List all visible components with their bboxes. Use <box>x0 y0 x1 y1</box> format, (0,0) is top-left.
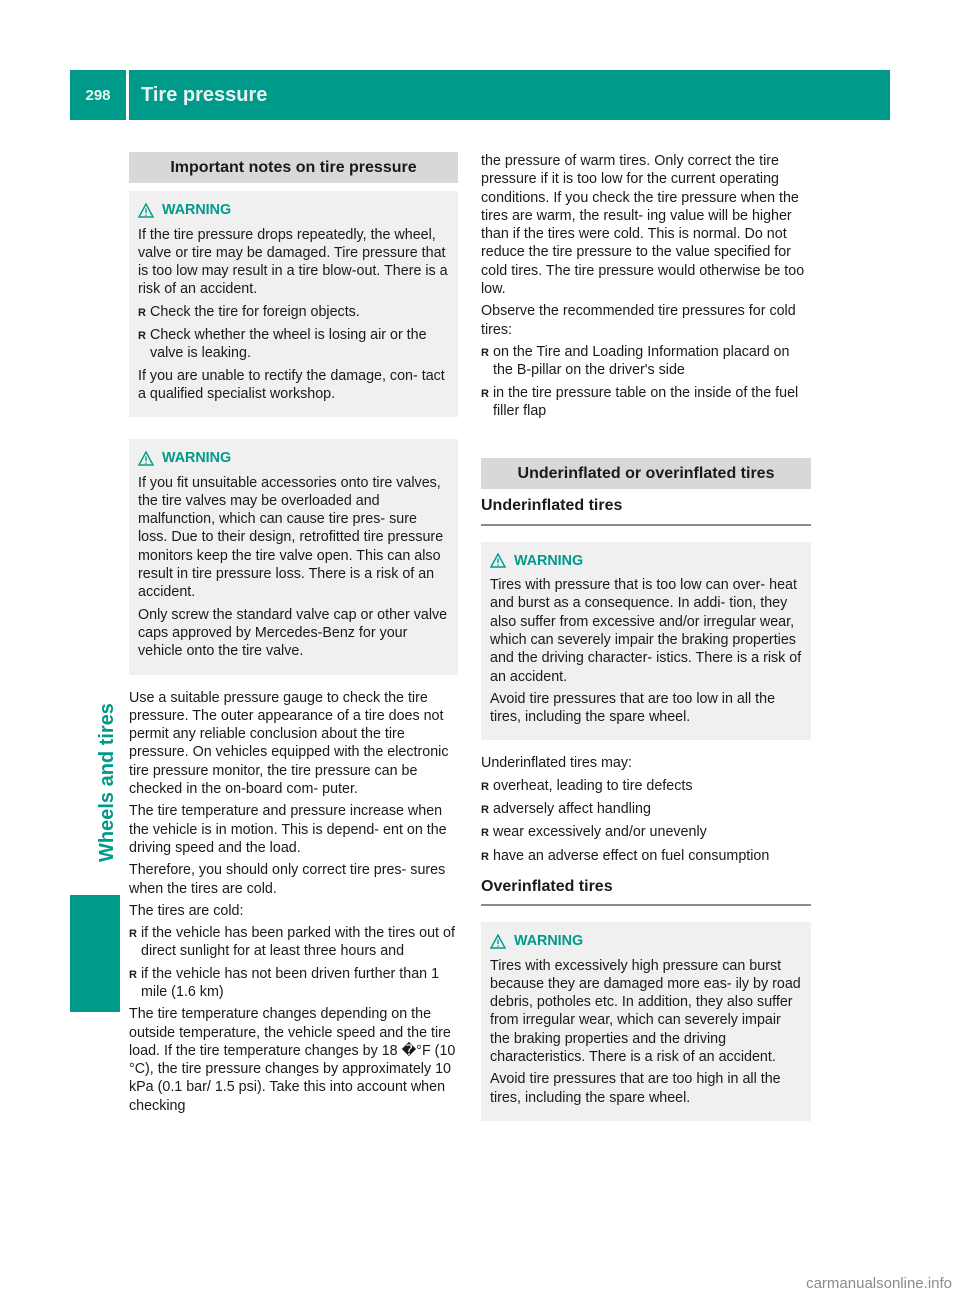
page-title: Tire pressure <box>141 83 268 106</box>
warning-triangle-icon <box>138 451 154 466</box>
warning-triangle-icon <box>490 553 506 568</box>
warning-label <box>138 201 450 219</box>
warning-text: Avoid tire pressures that are too low in all the tires, including the spare wheel. <box>490 690 776 726</box>
body-paragraph: Underinflated tires may: <box>481 755 632 772</box>
header-divider <box>126 70 129 120</box>
right-column <box>481 152 811 1135</box>
list-item: R adversely affect handling <box>481 800 811 819</box>
warning-box-accessories <box>129 439 458 674</box>
warning-text: Tires with excessively high pressure can burst because they are damaged more eas- ily by road debris, potholes etc. In addition, they also suffer from irregular wear, which can severely impair the braking properties and the driving characteristics. There is a risk of an accident. <box>490 957 801 1065</box>
warning-text: If you fit unsuitable accessories onto tire valves, the tire valves may be overloaded and malfunction, which can cause tire pres- sure loss. Due to their design, retrofitted tire pressure monitors keep the tire valve open. This can also result in tire pressure loss. There is a risk of an accident. <box>138 474 444 601</box>
warning-text: Tires with pressure that is too low can over- heat and burst as a consequence. In addi- tion, they also suffer from excessive and/or irregular wear, which can severely impair the braking properties and the driving character- istics. There is a risk of an accident. <box>490 577 802 685</box>
list-item: R if the vehicle has been parked with the tires out of direct sunlight for at least three hours and <box>129 925 455 960</box>
warning-label-text: WARNING <box>514 552 584 569</box>
bullet-icon: R <box>481 387 489 400</box>
body-paragraph: Use a suitable pressure gauge to check the tire pressure. The outer appearance of a tire does not permit any reliable conclusion about the tire pressure. On vehicles equipped with the electronic tire pressure monitor, the tire pressure can be checked in the on-board com- puter. <box>129 689 449 798</box>
bullet-icon: R <box>129 968 137 981</box>
body-paragraph: The tires are cold: <box>129 902 244 919</box>
warning-box-underinflated <box>481 542 811 741</box>
footer-watermark: carmanualsonline.info <box>806 1275 952 1292</box>
warning-text: Avoid tire pressures that are too high in all the tires, including the spare wheel. <box>490 1071 781 1106</box>
side-tab-block <box>70 895 120 1012</box>
warning-label-text: WARNING <box>162 202 232 219</box>
bullet-icon: R <box>481 850 489 863</box>
list-item: R Check the tire for foreign objects. <box>138 303 450 322</box>
page-number: 298 <box>85 86 111 104</box>
warning-text: If the tire pressure drops repeatedly, the wheel, valve or tire may be damaged. Tire pressure that is too low may result in a tire blow-out. There is a risk of an accident. <box>138 226 448 298</box>
warning-text: If you are unable to rectify the damage, con- tact a qualified specialist workshop. <box>138 367 445 402</box>
warning-label <box>490 552 803 570</box>
list-item: R in the tire pressure table on the inside of the fuel filler flap <box>481 384 799 419</box>
list-item: R if the vehicle has not been driven further than 1 mile (1.6 km) <box>129 965 440 1000</box>
bullet-icon: R <box>481 827 489 840</box>
section-heading-under-over: Underinflated or overinflated tires <box>481 458 811 489</box>
bullet-icon: R <box>138 330 146 343</box>
bullet-icon: R <box>481 346 489 359</box>
warning-box-repeated-drops <box>129 191 458 417</box>
left-column <box>129 152 458 1119</box>
list-item: R overheat, leading to tire defects <box>481 777 811 796</box>
bullet-icon: R <box>129 928 137 941</box>
bullet-icon: R <box>138 306 146 319</box>
body-paragraph: Observe the recommended tire pressures for cold tires: <box>481 303 796 338</box>
warning-label <box>490 932 803 950</box>
section-heading-important-notes: Important notes on tire pressure <box>129 152 458 183</box>
bullet-icon: R <box>481 804 489 817</box>
warning-label-text: WARNING <box>514 933 584 950</box>
warning-triangle-icon <box>490 934 506 949</box>
subheading-overinflated: Overinflated tires <box>481 878 811 906</box>
list-item: R have an adverse effect on fuel consumption <box>481 847 811 866</box>
body-paragraph: the pressure of warm tires. Only correct the tire pressure if it is too low for the current operating conditions. If you check the tire pressure when the tires are warm, the result- ing value will be higher than if the tires were cold. This is normal. Do not reduce the tire pressure to the value specified for cold tires. The tire pressure would otherwise be too low. <box>481 153 805 298</box>
warning-label-text: WARNING <box>162 450 232 467</box>
body-paragraph: Therefore, you should only correct tire pres- sures when the tires are cold. <box>129 862 446 897</box>
bullet-icon: R <box>481 780 489 793</box>
side-tab-label: Wheels and tires <box>96 703 118 862</box>
body-paragraph: The tire temperature and pressure increase when the vehicle is in motion. This is depend- ent on the driving speed and the load. <box>129 803 447 856</box>
body-paragraph: The tire temperature changes depending on the outside temperature, the vehicle speed and the tire load. If the tire temperature changes by 18 �°F (10 °C), the tire pressure changes by approximately 10 kPa (0.1 bar/ 1.5 psi). Take this into account when checking <box>129 1006 456 1114</box>
list-item: R wear excessively and/or unevenly <box>481 823 811 842</box>
warning-text: Only screw the standard valve cap or other valve caps approved by Mercedes-Benz for your vehicle onto the tire valve. <box>138 606 448 660</box>
warning-label <box>138 449 450 467</box>
warning-triangle-icon <box>138 203 154 218</box>
warning-box-overinflated <box>481 922 811 1121</box>
subheading-underinflated: Underinflated tires <box>481 497 811 525</box>
list-item: R Check whether the wheel is losing air or the valve is leaking. <box>138 327 427 362</box>
list-item: R on the Tire and Loading Information placard on the B-pillar on the driver's side <box>481 343 790 379</box>
